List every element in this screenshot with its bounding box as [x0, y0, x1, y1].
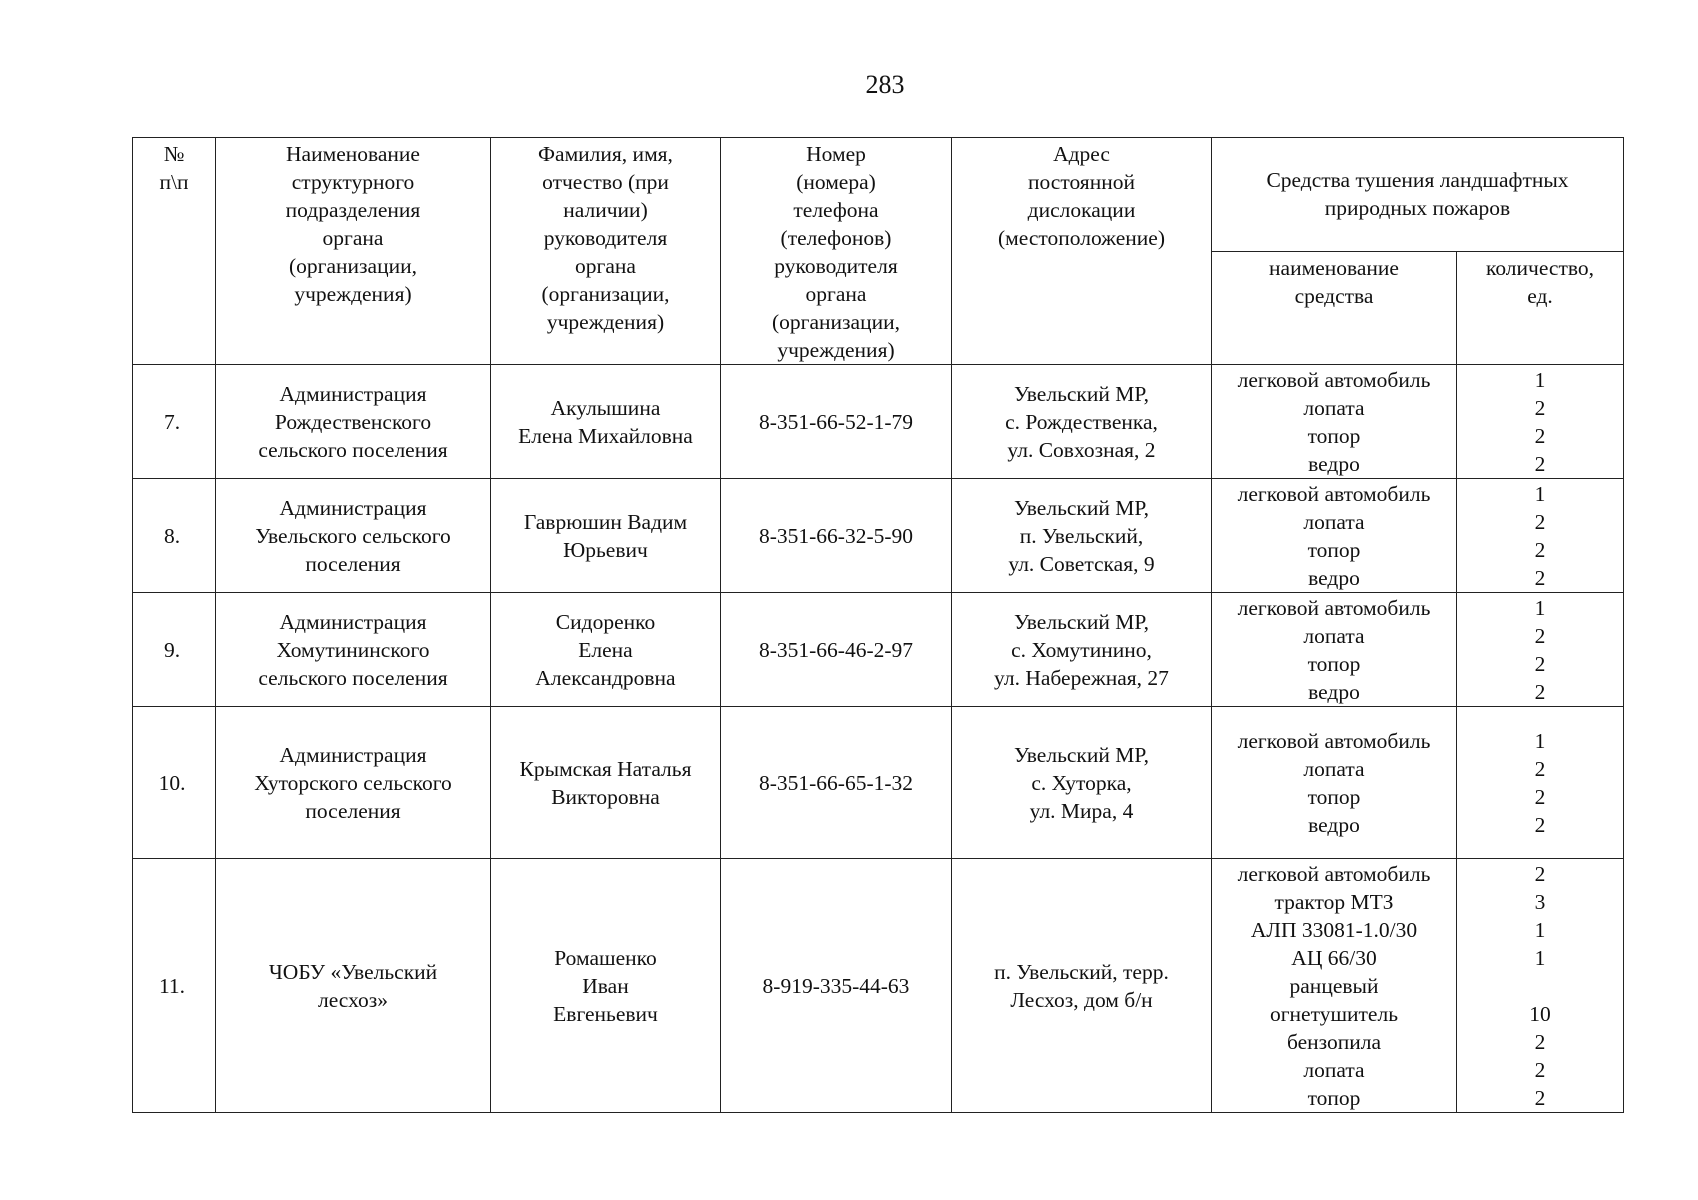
- row-qty: 1 2 2 2: [1457, 479, 1624, 593]
- row-num: 8.: [133, 479, 216, 593]
- row-org: Администрация Увельского сельского поселения: [216, 479, 491, 593]
- row-phone: 8-351-66-52-1-79: [721, 365, 952, 479]
- row-address: Увельский МР, с. Хомутинино, ул. Набережная, 27: [952, 593, 1212, 707]
- row-head: Сидоренко Елена Александровна: [491, 593, 721, 707]
- row-qty: 1 2 2 2: [1457, 365, 1624, 479]
- row-phone: 8-351-66-32-5-90: [721, 479, 952, 593]
- row-org: Администрация Хуторского сельского поселения: [216, 707, 491, 859]
- row-means: легковой автомобиль лопата топор ведро: [1212, 593, 1457, 707]
- row-address: Увельский МР, с. Рождественка, ул. Совхозная, 2: [952, 365, 1212, 479]
- row-org: ЧОБУ «Увельский лесхоз»: [216, 859, 491, 1113]
- row-qty: 2 3 1 1 10 2 2 2: [1457, 859, 1624, 1113]
- page-number: 283: [865, 70, 905, 99]
- row-address: п. Увельский, терр. Лесхоз, дом б/н: [952, 859, 1212, 1113]
- row-org: Администрация Хомутининского сельского поселения: [216, 593, 491, 707]
- row-phone: 8-351-66-46-2-97: [721, 593, 952, 707]
- header-phone: Номер (номера) телефона (телефонов) руководителя органа (организации, учреждения): [721, 138, 952, 365]
- row-head: Крымская Наталья Викторовна: [491, 707, 721, 859]
- row-means: легковой автомобиль лопата топор ведро: [1212, 365, 1457, 479]
- row-qty: 1 2 2 2: [1457, 707, 1624, 859]
- row-address: Увельский МР, с. Хуторка, ул. Мира, 4: [952, 707, 1212, 859]
- header-means-name: наименование средства: [1212, 251, 1457, 365]
- row-head: Гаврюшин Вадим Юрьевич: [491, 479, 721, 593]
- table-row: [133, 707, 1624, 859]
- row-qty: 1 2 2 2: [1457, 593, 1624, 707]
- table-row: [133, 479, 1624, 593]
- row-means: легковой автомобиль трактор МТЗ АЛП 33081-1.0/30 АЦ 66/30 ранцевый огнетушитель бензопила лопата топор: [1212, 859, 1457, 1113]
- row-means: легковой автомобиль лопата топор ведро: [1212, 479, 1457, 593]
- row-num: 11.: [133, 859, 216, 1113]
- table-row: [133, 593, 1624, 707]
- row-head: Акулышина Елена Михайловна: [491, 365, 721, 479]
- row-num: 7.: [133, 365, 216, 479]
- header-means-qty: количество, ед.: [1457, 251, 1624, 365]
- row-org: Администрация Рождественского сельского поселения: [216, 365, 491, 479]
- row-means: легковой автомобиль лопата топор ведро: [1212, 707, 1457, 859]
- header-head: Фамилия, имя, отчество (при наличии) руководителя органа (организации, учреждения): [491, 138, 721, 365]
- table-row: [133, 365, 1624, 479]
- header-means-group: Средства тушения ландшафтных природных пожаров: [1212, 138, 1624, 252]
- row-num: 10.: [133, 707, 216, 859]
- table-row: [133, 859, 1624, 1113]
- row-phone: 8-351-66-65-1-32: [721, 707, 952, 859]
- header-address: Адрес постоянной дислокации (местоположение): [952, 138, 1212, 365]
- header-num: № п\п: [133, 138, 216, 365]
- row-address: Увельский МР, п. Увельский, ул. Советская, 9: [952, 479, 1212, 593]
- row-phone: 8-919-335-44-63: [721, 859, 952, 1113]
- row-head: Ромашенко Иван Евгеньевич: [491, 859, 721, 1113]
- fire-means-table: [132, 137, 1624, 1113]
- header-org: Наименование структурного подразделения органа (организации, учреждения): [216, 138, 491, 365]
- row-num: 9.: [133, 593, 216, 707]
